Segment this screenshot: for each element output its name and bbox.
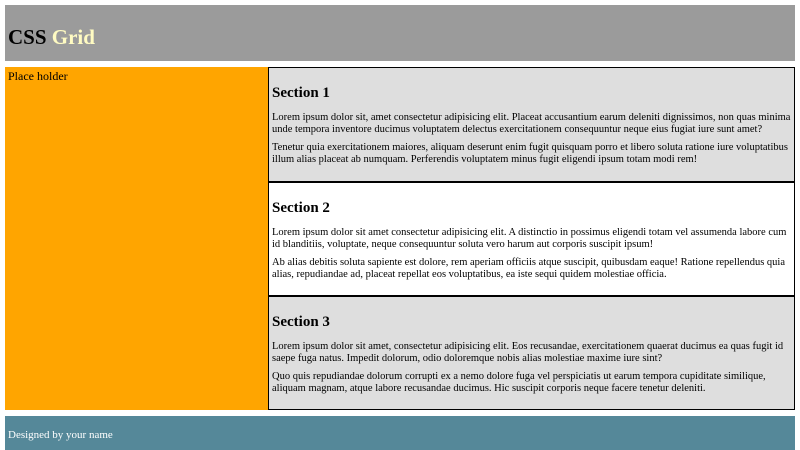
page-title-accent: Grid [51, 25, 95, 49]
section-2-title: Section 2 [272, 200, 330, 216]
section-3-paragraph-1: Lorem ipsum dolor sit amet, consectetur adipisicing elit. Eos recusandae, exercitationem quaerat ducimus ea quas fugit id saepe fuga natus. Impedit dolorum, odio doloremque nobis alias molestiae maxime iure sint? [272, 341, 784, 364]
section-1-paragraph-2: Tenetur quia exercitationem maiores, aliquam deserunt enim fugit quisquam porro et libero soluta ratione iure voluptatibus illum alias placeat ab numquam. Perferendis voluptatem minus fugit eligendi ipsum totam modi rem! [272, 142, 788, 165]
section-3-title: Section 3 [272, 314, 330, 330]
page-footer [5, 416, 795, 450]
section-3-paragraph-2: Quo quis repudiandae dolorum corrupti ex a nemo dolore fuga vel perspiciatis ut earum tempora cupiditate similique, aliquam magnam, atque labore recusandae ducimus. Hic suscipit corporis neque facere tenetur deleniti. [272, 371, 766, 394]
sidebar [5, 67, 268, 410]
section-2-paragraph-1: Lorem ipsum dolor sit amet consectetur adipisicing elit. A distinctio in possimus eligendi totam vel assumenda labore cum id blanditiis, voluptate, neque consequuntur soluta vero harum aut corporis suscipit ipsum! [272, 227, 787, 250]
section-2-paragraph-2: Ab alias debitis soluta sapiente est dolore, rem aperiam officiis atque suscipit, quibusdam eaque! Ratione repellendus quia alias, repudiandae ad, placeat repellat eos voluptatibus, ea iste sequi quidem molestiae officia. [272, 257, 785, 280]
section-1 [268, 67, 795, 182]
section-3 [268, 296, 795, 410]
section-1-title: Section 1 [272, 85, 330, 101]
page-title-main: CSS [8, 25, 47, 49]
page-header [5, 5, 795, 61]
section-2 [268, 182, 795, 296]
page-title [8, 24, 95, 50]
section-1-paragraph-1: Lorem ipsum dolor sit, amet consectetur adipisicing elit. Placeat accusantium earum deleniti dignissimos, non quas minima unde tempora inventore ducimus voluptatem delectus exercitationem consequuntur neque eius fugiat iure sunt amet? [272, 112, 791, 135]
footer-credit-text: Designed by your name [8, 429, 113, 441]
sidebar-placeholder-text: Place holder [8, 69, 68, 83]
